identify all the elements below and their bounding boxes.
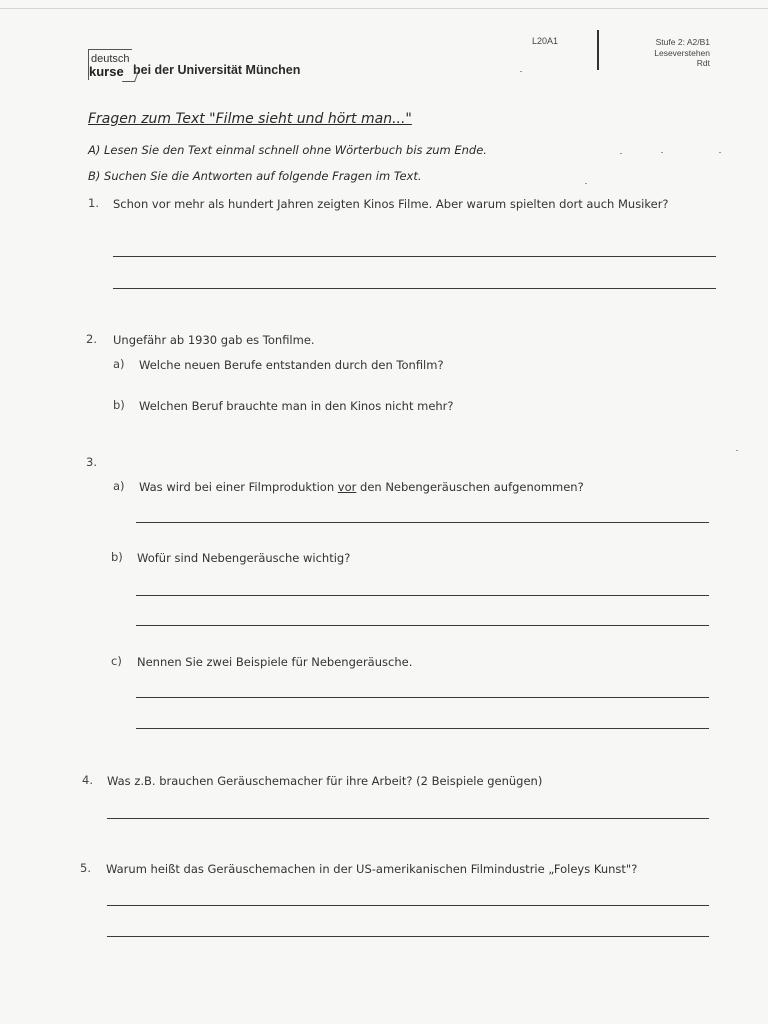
question-3b-text: Wofür sind Nebengeräusche wichtig? <box>137 551 351 565</box>
answer-line-4[interactable] <box>107 818 709 819</box>
question-1-number: 1. <box>88 196 99 210</box>
question-3-number: 3. <box>86 455 97 469</box>
question-2a-letter: a) <box>113 357 125 371</box>
scan-speck <box>661 152 663 153</box>
question-2a-text: Welche neuen Berufe entstanden durch den Tonfilm? <box>139 358 444 372</box>
question-3a-letter: a) <box>113 479 125 493</box>
answer-line-3b-1[interactable] <box>136 595 709 596</box>
question-3a-text-post: den Nebengeräuschen aufgenommen? <box>356 480 584 494</box>
instruction-b: B) Suchen Sie die Antworten auf folgende Fragen im Text. <box>88 169 422 183</box>
instruction-a: A) Lesen Sie den Text einmal schnell ohne Wörterbuch bis zum Ende. <box>88 143 487 157</box>
level-label: Stufe 2: A2/B1 <box>655 37 710 47</box>
question-3c-letter: c) <box>111 654 122 668</box>
question-2-number: 2. <box>86 332 97 346</box>
scan-speck <box>620 153 622 154</box>
answer-line-5b[interactable] <box>107 936 709 937</box>
scan-speck <box>719 152 721 153</box>
scan-speck <box>585 183 587 184</box>
question-4-number: 4. <box>82 773 93 787</box>
answer-line-1b[interactable] <box>113 288 716 289</box>
question-5-number: 5. <box>80 861 91 875</box>
page-edge <box>0 8 768 9</box>
scan-speck <box>736 450 738 451</box>
logo-kurse: kurse <box>89 64 124 79</box>
question-3b-letter: b) <box>111 550 123 564</box>
question-3c-text: Nennen Sie zwei Beispiele für Nebengeräusche. <box>137 655 413 669</box>
scan-speck <box>520 71 522 72</box>
question-2b-text: Welchen Beruf brauchte man in den Kinos nicht mehr? <box>139 399 454 413</box>
question-3a-text-pre: Was wird bei einer Filmproduktion <box>139 480 338 494</box>
document-code: L20A1 <box>532 36 559 46</box>
header-divider <box>597 30 599 70</box>
answer-line-1a[interactable] <box>113 256 716 257</box>
answer-line-5a[interactable] <box>107 905 709 906</box>
question-5-text: Warum heißt das Geräuschemachen in der US-amerikanischen Filmindustrie „Foleys Kunst"? <box>106 862 638 876</box>
skill-label: Leseverstehen <box>654 47 710 58</box>
answer-line-3b-2[interactable] <box>136 625 709 626</box>
level-info <box>654 37 710 69</box>
question-1-text: Schon vor mehr als hundert Jahren zeigten Kinos Filme. Aber warum spielten dort auch Musiker? <box>113 197 669 211</box>
page-title: Fragen zum Text "Filme sieht und hört man..." <box>88 111 412 127</box>
question-4-text: Was z.B. brauchen Geräuschemacher für ihre Arbeit? (2 Beispiele genügen) <box>107 774 543 788</box>
logo-deutsch: deutsch <box>91 53 130 65</box>
author-label: Rdt <box>696 58 710 68</box>
question-2-text: Ungefähr ab 1930 gab es Tonfilme. <box>113 333 315 347</box>
institution-name: bei der Universität München <box>133 63 301 77</box>
answer-line-3c-1[interactable] <box>136 697 709 698</box>
answer-line-3c-2[interactable] <box>136 728 709 729</box>
question-2b-letter: b) <box>113 398 125 412</box>
question-3a-emphasis: vor <box>337 480 357 494</box>
question-3a-text <box>139 478 699 496</box>
answer-line-3a[interactable] <box>136 522 709 523</box>
